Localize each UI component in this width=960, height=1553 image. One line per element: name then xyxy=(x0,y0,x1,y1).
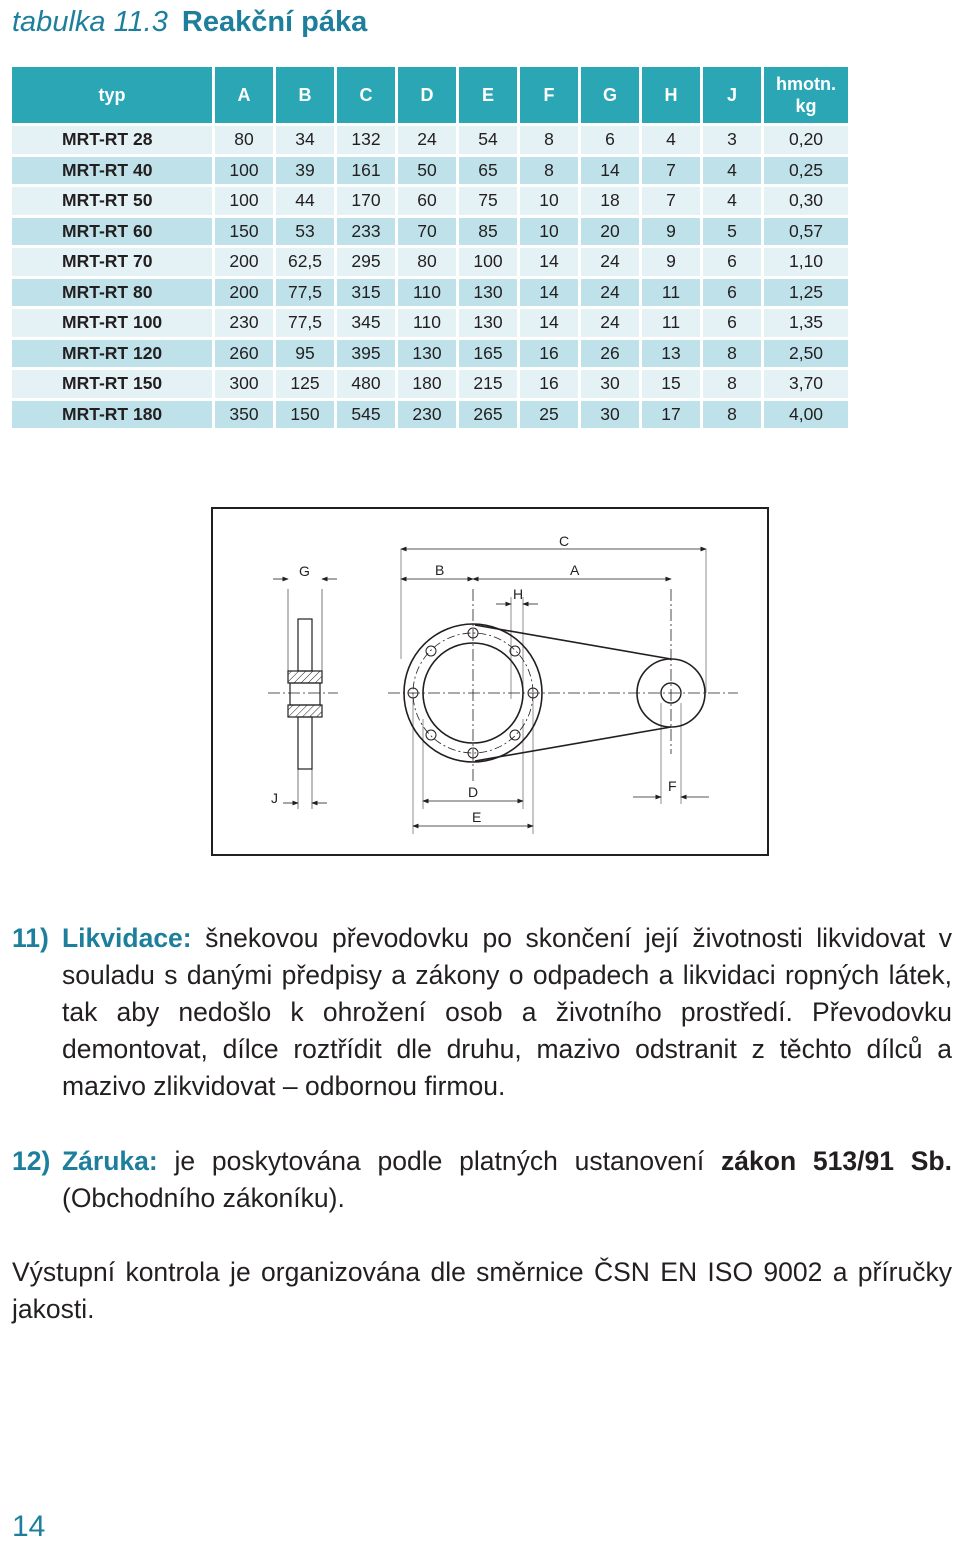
col-header-h: H xyxy=(642,67,700,123)
table-cell: 95 xyxy=(276,340,334,368)
table-cell: 6 xyxy=(581,126,639,154)
table-cell: 230 xyxy=(398,401,456,429)
table-cell: 100 xyxy=(459,248,517,276)
section-12 xyxy=(12,1143,952,1217)
table-number: tabulka 11.3 xyxy=(12,6,168,38)
section-11-keyword: Likvidace: xyxy=(62,923,192,953)
table-cell: 130 xyxy=(398,340,456,368)
table-cell: 0,20 xyxy=(764,126,848,154)
cell-typ: MRT-RT 50 xyxy=(12,187,212,215)
table-cell: 395 xyxy=(337,340,395,368)
table-row xyxy=(12,340,848,368)
table-cell: 130 xyxy=(459,309,517,337)
table-cell: 6 xyxy=(703,248,761,276)
table-cell: 5 xyxy=(703,218,761,246)
table-cell: 150 xyxy=(215,218,273,246)
table-cell: 345 xyxy=(337,309,395,337)
table-cell: 24 xyxy=(581,279,639,307)
col-header-j: J xyxy=(703,67,761,123)
table-cell: 10 xyxy=(520,218,578,246)
table-cell: 20 xyxy=(581,218,639,246)
table-cell: 1,25 xyxy=(764,279,848,307)
section-11-text: šnekovou převodovku po skončení její životnosti likvidovat v souladu s danými předpisy a zákony o odpadech a likvidaci ropných látek, tak aby nedošlo k ohrožení osob a životního prostředí. Převodovku demontovat, dílce roztřídit dle druhu, mazivo odstranit z těchto dílců a mazivo zlikvidovat – odbornou firmou. xyxy=(62,923,952,1101)
table-cell: 34 xyxy=(276,126,334,154)
table-cell: 130 xyxy=(459,279,517,307)
torque-arm-drawing xyxy=(211,507,769,856)
table-cell: 230 xyxy=(215,309,273,337)
table-cell: 13 xyxy=(642,340,700,368)
table-cell: 65 xyxy=(459,157,517,185)
table-cell: 4 xyxy=(703,187,761,215)
table-cell: 16 xyxy=(520,340,578,368)
col-header-e: E xyxy=(459,67,517,123)
table-cell: 26 xyxy=(581,340,639,368)
table-cell: 17 xyxy=(642,401,700,429)
table-cell: 80 xyxy=(215,126,273,154)
table-cell: 9 xyxy=(642,218,700,246)
col-header-d: D xyxy=(398,67,456,123)
section-12-tail: (Obchodního zákoníku). xyxy=(62,1183,345,1213)
table-cell: 3 xyxy=(703,126,761,154)
table-cell: 233 xyxy=(337,218,395,246)
table-cell: 0,57 xyxy=(764,218,848,246)
table-cell: 7 xyxy=(642,157,700,185)
mass-header-line1: hmotn. xyxy=(776,74,836,94)
table-row xyxy=(12,309,848,337)
table-cell: 150 xyxy=(276,401,334,429)
label-a: A xyxy=(570,562,580,578)
table-row xyxy=(12,187,848,215)
table-cell: 14 xyxy=(520,279,578,307)
table-cell: 11 xyxy=(642,279,700,307)
mass-header-line2: kg xyxy=(795,96,817,116)
table-cell: 25 xyxy=(520,401,578,429)
table-cell: 125 xyxy=(276,370,334,398)
cell-typ: MRT-RT 60 xyxy=(12,218,212,246)
side-hatch-top xyxy=(288,671,322,683)
table-cell: 200 xyxy=(215,248,273,276)
table-cell: 50 xyxy=(398,157,456,185)
label-h: H xyxy=(513,586,524,602)
table-cell: 132 xyxy=(337,126,395,154)
table-cell: 60 xyxy=(398,187,456,215)
cell-typ: MRT-RT 80 xyxy=(12,279,212,307)
table-cell: 24 xyxy=(581,309,639,337)
table-cell: 161 xyxy=(337,157,395,185)
table-cell: 4 xyxy=(703,157,761,185)
col-header-mass xyxy=(764,67,848,123)
table-row xyxy=(12,248,848,276)
section-12-text: je poskytována podle platných ustanovení xyxy=(174,1146,705,1176)
cell-typ: MRT-RT 100 xyxy=(12,309,212,337)
spec-table xyxy=(9,64,851,431)
table-row xyxy=(12,126,848,154)
cell-typ: MRT-RT 120 xyxy=(12,340,212,368)
table-cell: 80 xyxy=(398,248,456,276)
table-cell: 8 xyxy=(703,401,761,429)
side-hatch-bottom xyxy=(288,705,322,717)
quality-control-note: Výstupní kontrola je organizována dle směrnice ČSN EN ISO 9002 a příručky jakosti. xyxy=(12,1257,952,1324)
table-cell: 30 xyxy=(581,370,639,398)
table-cell: 16 xyxy=(520,370,578,398)
section-11-number: 11) xyxy=(12,923,49,953)
table-cell: 30 xyxy=(581,401,639,429)
table-cell: 350 xyxy=(215,401,273,429)
table-cell: 70 xyxy=(398,218,456,246)
side-shaft-top xyxy=(298,619,312,671)
table-row xyxy=(12,401,848,429)
table-cell: 44 xyxy=(276,187,334,215)
table-cell: 18 xyxy=(581,187,639,215)
table-cell: 54 xyxy=(459,126,517,154)
table-cell: 165 xyxy=(459,340,517,368)
table-row xyxy=(12,218,848,246)
table-cell: 200 xyxy=(215,279,273,307)
label-c: C xyxy=(559,533,570,549)
table-cell: 15 xyxy=(642,370,700,398)
table-cell: 62,5 xyxy=(276,248,334,276)
table-cell: 14 xyxy=(520,309,578,337)
table-cell: 10 xyxy=(520,187,578,215)
table-cell: 8 xyxy=(520,126,578,154)
table-cell: 14 xyxy=(520,248,578,276)
col-header-b: B xyxy=(276,67,334,123)
table-cell: 75 xyxy=(459,187,517,215)
section-11-body xyxy=(62,920,952,1105)
table-cell: 295 xyxy=(337,248,395,276)
cell-typ: MRT-RT 28 xyxy=(12,126,212,154)
table-cell: 1,10 xyxy=(764,248,848,276)
label-e: E xyxy=(472,809,482,825)
label-j: J xyxy=(271,790,278,806)
col-header-a: A xyxy=(215,67,273,123)
cell-typ: MRT-RT 40 xyxy=(12,157,212,185)
table-cell: 4 xyxy=(642,126,700,154)
table-cell: 8 xyxy=(520,157,578,185)
table-cell: 24 xyxy=(581,248,639,276)
table-cell: 260 xyxy=(215,340,273,368)
side-shaft-bottom xyxy=(298,717,312,769)
page-number: 14 xyxy=(12,1510,46,1543)
table-row xyxy=(12,157,848,185)
table-cell: 9 xyxy=(642,248,700,276)
table-cell: 180 xyxy=(398,370,456,398)
table-cell: 100 xyxy=(215,157,273,185)
table-name: Reakční páka xyxy=(181,6,368,38)
section-12-law: zákon 513/91 Sb. xyxy=(721,1146,952,1176)
cell-typ: MRT-RT 150 xyxy=(12,370,212,398)
table-cell: 0,30 xyxy=(764,187,848,215)
section-12-keyword: Záruka: xyxy=(62,1146,158,1176)
table-cell: 480 xyxy=(337,370,395,398)
table-cell: 39 xyxy=(276,157,334,185)
table-cell: 24 xyxy=(398,126,456,154)
table-cell: 215 xyxy=(459,370,517,398)
table-cell: 170 xyxy=(337,187,395,215)
table-cell: 7 xyxy=(642,187,700,215)
section-11 xyxy=(12,920,952,1105)
label-g: G xyxy=(299,563,310,579)
table-title xyxy=(12,4,367,40)
table-row xyxy=(12,279,848,307)
table-cell: 85 xyxy=(459,218,517,246)
table-cell: 3,70 xyxy=(764,370,848,398)
col-header-typ: typ xyxy=(12,67,212,123)
table-cell: 77,5 xyxy=(276,279,334,307)
table-cell: 8 xyxy=(703,370,761,398)
label-b: B xyxy=(435,562,445,578)
table-cell: 265 xyxy=(459,401,517,429)
table-cell: 315 xyxy=(337,279,395,307)
table-cell: 110 xyxy=(398,309,456,337)
table-row xyxy=(12,370,848,398)
side-body xyxy=(290,683,320,705)
section-12-body xyxy=(62,1143,952,1217)
table-cell: 77,5 xyxy=(276,309,334,337)
table-cell: 100 xyxy=(215,187,273,215)
table-cell: 53 xyxy=(276,218,334,246)
table-cell: 1,35 xyxy=(764,309,848,337)
section-12-number: 12) xyxy=(12,1146,51,1176)
cell-typ: MRT-RT 70 xyxy=(12,248,212,276)
cell-typ: MRT-RT 180 xyxy=(12,401,212,429)
table-cell: 14 xyxy=(581,157,639,185)
table-cell: 545 xyxy=(337,401,395,429)
table-cell: 6 xyxy=(703,279,761,307)
header-row xyxy=(12,67,848,123)
table-cell: 300 xyxy=(215,370,273,398)
col-header-c: C xyxy=(337,67,395,123)
col-header-g: G xyxy=(581,67,639,123)
label-f: F xyxy=(668,778,677,794)
col-header-f: F xyxy=(520,67,578,123)
table-cell: 2,50 xyxy=(764,340,848,368)
drawing-svg xyxy=(213,509,767,854)
table-cell: 8 xyxy=(703,340,761,368)
table-cell: 110 xyxy=(398,279,456,307)
table-cell: 0,25 xyxy=(764,157,848,185)
label-d: D xyxy=(468,784,479,800)
table-cell: 6 xyxy=(703,309,761,337)
table-cell: 11 xyxy=(642,309,700,337)
table-cell: 4,00 xyxy=(764,401,848,429)
